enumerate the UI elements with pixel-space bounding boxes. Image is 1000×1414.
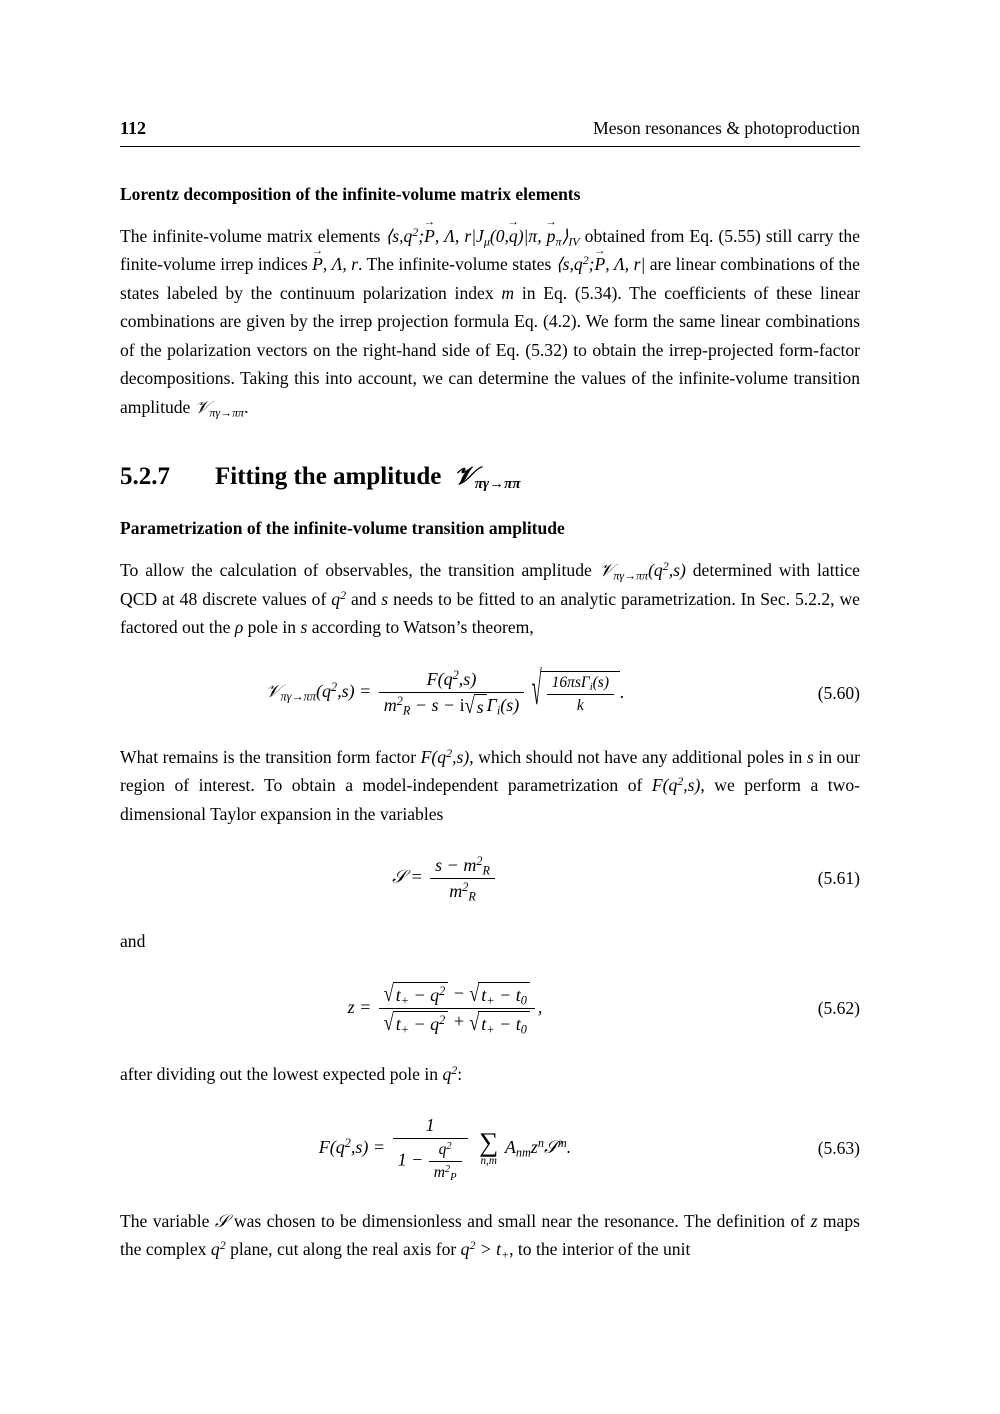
equation-5-60-body: $𝒱_{\pi\gamma\to\pi\pi}(q^2,s)$ = $\frac{F(q^2,s)}{m^2_R - s - i√ s \Gamma_i(s)}$ √ $\frac{16\pi s\Gamma_i(s)}{k}$ . — [265, 662, 625, 719]
inline-formfactor-b: $F(q^2,s)$ — [651, 774, 701, 796]
paragraph-1-text-e: in Eq. (5.34). The coefficients of these linear combinations are given by the irrep projection formula Eq. (4.2). We form the same linear combinations of the polarization vectors on the right-hand side of Eq. (5.32) to obtain the irrep-projected form-factor decompositions. Taking this into account, we can determine the values of the infinite-volume transition amplitude — [120, 282, 860, 417]
section-title — [215, 463, 521, 491]
paragraph-5-text-b: : — [457, 1063, 463, 1084]
paragraph-2 — [120, 556, 860, 642]
paragraph-3 — [120, 743, 860, 829]
equation-5-60 — [120, 662, 860, 719]
inline-formfactor-a: $F(q^2,s)$ — [420, 745, 470, 767]
inline-inf-states: $⟨s,q^2;P$ →, Λ, r| — [556, 254, 646, 274]
running-title: Meson resonances & photoproduction — [593, 118, 860, 138]
equation-5-61 — [120, 854, 860, 903]
equation-5-63-fraction: 1 1 − $\frac{q^2}{m^2_P}$ — [393, 1114, 468, 1183]
equation-5-60-fraction: $\frac{F(q^2,s)}{m^2_R - s - i√ s \Gamma_i(s)}$ — [379, 668, 525, 719]
paragraph-6-text-b: was chosen to be dimensionless and small near the resonance. The definition of — [233, 1210, 806, 1231]
paragraph-1-text-d: are linear combinations of the states labeled by the continuum polarization index — [120, 254, 860, 303]
inline-script-s: 𝒮 — [214, 1210, 229, 1231]
equation-5-62-body: z = $\frac{√ t_+ - q^2 - √ t_+ - t_0}{√ t_+ - q^2 + √ t_+ - t_0}$ , — [347, 981, 543, 1037]
section-title-text: Fitting the amplitude — [215, 463, 442, 491]
equation-5-62-fraction: $\frac{√ t_+ - q^2 - √ t_+ - t_0}{√ t_+ - q^2 + √ t_+ - t_0}$ — [379, 982, 535, 1036]
page-content — [120, 118, 860, 1264]
paragraph-1 — [120, 222, 860, 422]
paragraph-3-text-c: in our region of interest. To obtain a model-independent parametrization of — [120, 746, 861, 796]
paragraph-2-text-b: determined with lattice QCD at 48 discrete values of — [120, 560, 860, 609]
equation-5-62 — [120, 982, 860, 1036]
paragraph-2-text-d: needs to be fitted to an analytic parametrization. In Sec. 5.2.2, we factored out the — [120, 588, 860, 637]
paragraph-3-text-a: What remains is the transition form factor — [120, 746, 417, 767]
paragraph-4: and — [120, 931, 146, 952]
page-number: 112 — [120, 118, 147, 138]
equation-5-61-body: 𝒮 = $\frac{s - m^2_R}{m^2_R}$ — [120, 854, 770, 903]
subheading-lorentz-decomposition: Lorentz decomposition of the infinite-volume matrix elements — [120, 184, 581, 204]
paragraph-6-text-c: maps the complex — [120, 1210, 860, 1260]
paragraph-3-text-b: , which should not have any additional poles in — [469, 746, 803, 767]
inline-matrix-element: $⟨s,q^2;P$ →, Λ, $r|J_\mu(0,q \to)|\pi$, $p \to_\pi⟩_{IV}$ — [385, 226, 579, 246]
inline-s-c: s — [806, 746, 814, 767]
equation-5-62-tag: (5.62) — [817, 998, 860, 1019]
inline-irrep-indices: P →, Λ, r — [312, 254, 358, 274]
inline-polarization-index: m — [501, 282, 515, 303]
paragraph-1-text-c: . The infinite-volume states — [358, 254, 552, 275]
inline-amplitude-args: $𝒱_{\pi\gamma\to\pi\pi}(q^2,s)$ — [598, 559, 686, 583]
inline-s-a: s — [381, 588, 389, 609]
equation-5-63 — [120, 1114, 860, 1183]
inline-q2-gt-tplus: $q^2 > t_+$ — [460, 1238, 510, 1262]
running-head — [120, 118, 860, 147]
section-number: 5.2.7 — [120, 463, 170, 491]
paragraph-6-text-d: plane, cut along the real axis for — [230, 1239, 457, 1260]
inline-amplitude-symbol: 𝒱$_{\pi\gamma\to\pi\pi}$ — [194, 396, 245, 420]
paragraph-1-text-a: The infinite-volume matrix elements — [120, 225, 381, 246]
paragraph-6 — [120, 1207, 860, 1264]
inline-q2-b: $q^2$ — [442, 1062, 458, 1084]
equation-5-60-tag: (5.60) — [817, 682, 860, 703]
equation-5-61-tag: (5.61) — [817, 868, 860, 889]
inline-q2-a: $q^2$ — [331, 587, 347, 609]
equation-5-60-radical: √ $\frac{16\pi s\Gamma_i(s)}{k}$ — [532, 671, 620, 716]
paragraph-2-text-f: according to Watson’s theorem, — [311, 617, 534, 637]
section-title-symbol: 𝒱$_{\pi\gamma\to\pi\pi}$ — [453, 463, 521, 493]
inline-rho: ρ — [234, 617, 244, 637]
paragraph-1-text-b: obtained from Eq. (5.55) still carry the finite-volume irrep indices — [120, 225, 860, 275]
inline-z: z — [810, 1210, 818, 1231]
equation-5-63-sum: ∑ n,m — [479, 1126, 499, 1168]
paragraph-5-text-a: after dividing out the lowest expected pole in — [120, 1063, 439, 1084]
paragraph-1-text-f: . — [244, 396, 249, 417]
equation-5-61-fraction: $\frac{s - m^2_R}{m^2_R}$ — [430, 854, 495, 903]
paragraph-5 — [120, 1060, 860, 1089]
paragraph-2-text-a: To allow the calculation of observables, the transition amplitude — [120, 560, 592, 580]
subheading-parametrization: Parametrization of the infinite-volume transition amplitude — [120, 518, 565, 539]
inline-q2-c: $q^2$ — [210, 1238, 226, 1260]
paragraph-6-text-e: , to the interior of the unit — [509, 1239, 691, 1260]
paragraph-2-text-e: pole in — [247, 617, 297, 637]
equation-5-63-tag: (5.63) — [817, 1138, 860, 1159]
inline-s-b: s — [300, 617, 308, 637]
equation-5-63-body: $F(q^2,s)$ = 1 1 − $\frac{q^2}{m^2_P}$ ∑ n,m $A_{nm}z^n𝒮^m$. — [318, 1115, 572, 1184]
paragraph-6-text-a: The variable — [120, 1210, 210, 1231]
section-heading — [120, 463, 860, 491]
paragraph-3-text-d: , we perform a two-dimensional Taylor expansion in the variables — [120, 775, 860, 824]
paragraph-2-text-c: and — [350, 588, 377, 609]
